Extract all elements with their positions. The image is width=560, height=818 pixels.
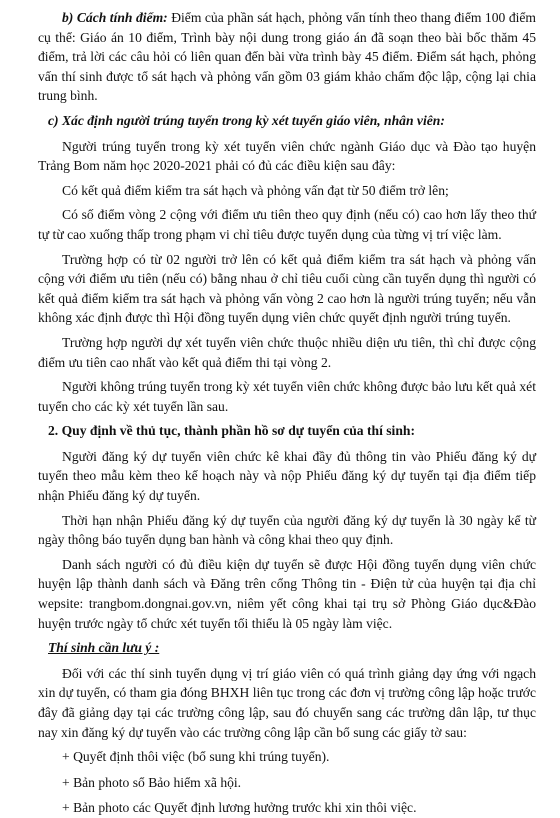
section-2-paragraph: Người đăng ký dự tuyển viên chức kê khai đầy đủ thông tin vào Phiếu đăng ký dự tuyển theo mẫu kèm theo kế hoạch này và nộp Phiếu đăng ký dự tuyển tại địa điểm tiếp nhận Phiếu đăng ký dự tuyển. [38,448,536,504]
section-2-heading: 2. Quy định về thủ tục, thành phần hồ sơ dự tuyển của thí sinh: [48,423,415,439]
section-c-paragraph: Người không trúng tuyển trong kỳ xét tuyển viên chức không được bảo lưu kết quả xét tuyển cho các kỳ xét tuyển lần sau. [38,379,536,414]
list-item: + Quyết định thôi việc (bổ sung khi trúng tuyển). [62,749,330,765]
section-2-paragraph: Danh sách người có đủ điều kiện dự tuyển sẽ được Hội đồng tuyển dụng viên chức huyện lập thành danh sách và Đăng trên cổng Thông tin - Điện tử của huyện tại địa chỉ wepsite: trangbom.dongnai.gov.vn, niêm yết công khai tại trụ sở Phòng Giáo dục&Đào huyện trước ngày tổ chức xét tuyển tối thiểu là 05 ngày làm việc. [38,556,536,631]
section-2-paragraph: Thời hạn nhận Phiếu đăng ký dự tuyển của người đăng ký dự tuyển là 30 ngày kể từ ngày thông báo tuyển dụng ban hành và công khai theo quy định. [38,512,536,548]
note-paragraph: Đối với các thí sinh tuyển dụng vị trí giáo viên có quá trình giảng dạy ứng với ngạch xin dự tuyển, có tham gia đóng BHXH liên tục trong các đơn vị trường công lập hoặc trước đây đã giảng dạy tại các trường công lập, sau đó chuyển sang các trường dân lập, tư thục nay xin đăng ký dự tuyển vào các trường công lập cần bổ sung các giấy tờ sau: [38,665,536,740]
section-c-paragraph: Có số điểm vòng 2 cộng với điểm ưu tiên theo quy định (nếu có) cao hơn lấy theo thứ tự từ cao xuống thấp trong phạm vi chỉ tiêu được tuyển dụng của từng vị trí việc làm. [38,207,536,242]
list-item: + Bản photo các Quyết định lương hưởng trước khi xin thôi việc. [62,800,417,816]
section-b-label: b) Cách tính điểm: [62,10,168,25]
section-c-heading: c) Xác định người trúng tuyển trong kỳ xét tuyển giáo viên, nhân viên: [48,112,445,128]
section-c-paragraph: Người trúng tuyển trong kỳ xét tuyển viên chức ngành Giáo dục và Đào tạo huyện Trảng Bom năm học 2020-2021 phải có đủ các điều kiện sau đây: [38,138,536,174]
note-title: Thí sinh cần lưu ý : [48,640,160,656]
section-c-paragraph: Trường hợp có từ 02 người trở lên có kết quả điểm kiểm tra sát hạch và phỏng vấn cộng với điểm ưu tiên (nếu có) bằng nhau ở chỉ tiêu cuối cùng cần tuyển dụng thì người có kết quả điểm kiểm tra sát hạch và phỏng vấn vòng 2 cao hơn là người trúng tuyển; nếu vẫn không xác định được thì Hội đồng tuyển dụng viên chức quyết định người trúng tuyển. [38,251,536,326]
section-c-paragraph: Có kết quả điểm kiểm tra sát hạch và phỏng vấn đạt từ 50 điểm trở lên; [62,182,449,198]
section-b-paragraph [38,8,536,106]
section-c-paragraph: Trường hợp người dự xét tuyển viên chức thuộc nhiều diện ưu tiên, thì chỉ được cộng điểm ưu tiên cao nhất vào kết quả điểm thi tại vòng 2. [38,334,536,370]
section-b-text: Điểm của phần sát hạch, phỏng vấn tính theo thang điểm 100 điểm cụ thể: Giáo án 10 điểm, Trình bày nội dung trong giáo án đã soạn theo bài bốc thăm 45 điểm, trả lời các câu hỏi có liên quan đến bài vừa trình bày 45 điểm. Điểm sát hạch, phỏng vấn thí sinh được tổ sát hạch và phỏng vấn gồm 03 giám khảo chấm độc lập, cộng lại chia trung bình. [38,10,537,104]
list-item: + Bản photo sổ Bảo hiểm xã hội. [62,774,242,790]
note-heading [38,638,536,658]
